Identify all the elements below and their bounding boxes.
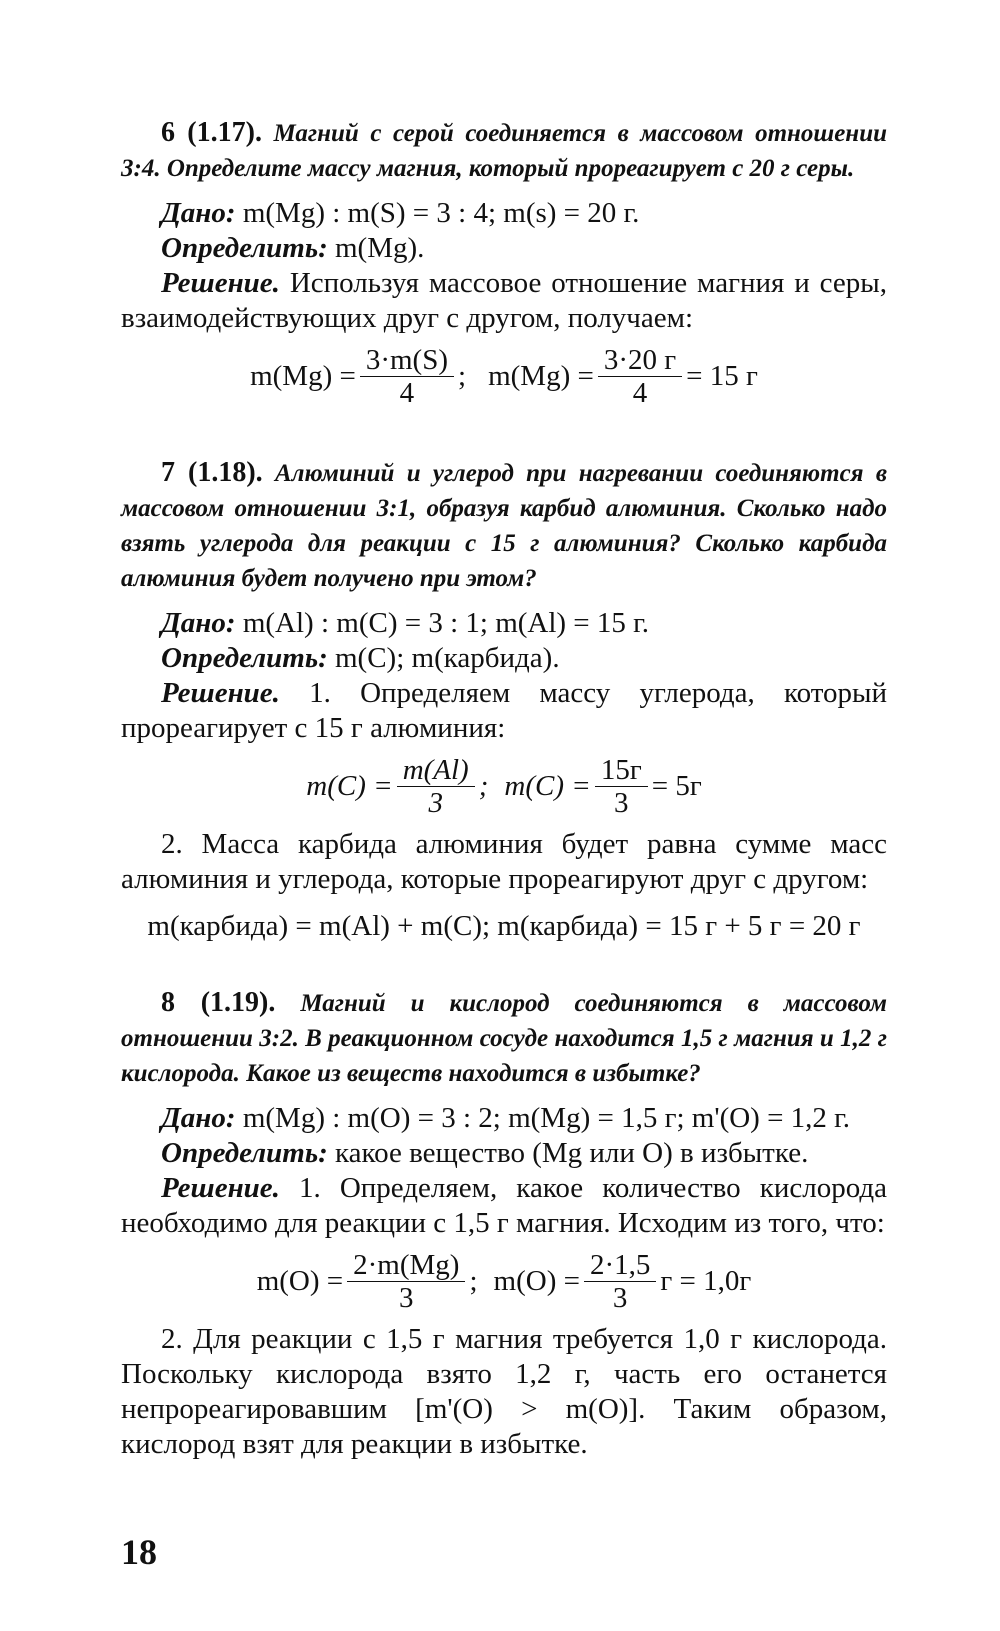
fraction-denominator: 3 [612,1282,628,1314]
fraction-denominator: 3 [614,787,629,819]
find-label: Определить: [161,1137,328,1169]
solution-paragraph [121,1171,887,1241]
problem-8 [121,985,887,1462]
formula [121,344,887,409]
formula-lhs: m(C) = [306,770,393,802]
fraction [595,754,648,819]
given-text: m(Mg) : m(S) = 3 : 4; m(s) = 20 г. [242,197,640,229]
fraction-numerator: m(Al) [397,754,475,787]
problem-number: 6 (1.17). [161,117,262,148]
solution-label: Решение. [161,267,280,299]
find-label: Определить: [161,642,328,674]
formula-result: г = 1,0г [660,1265,752,1297]
problem-7 [121,455,887,956]
problem-statement [121,115,887,186]
given-text: m(Al) : m(C) = 3 : 1; m(Al) = 15 г. [242,607,650,639]
find-label: Определить: [161,232,328,264]
formula-separator: ; [458,360,467,392]
fraction [360,344,454,409]
formula-result: = 15 г [686,360,758,392]
solution-label: Решение. [161,677,280,709]
given-line [121,196,887,231]
given-label: Дано: [161,197,236,229]
find-text: m(Mg). [335,232,425,264]
find-text: какое вещество (Mg или O) в избытке. [335,1137,809,1169]
page-number: 18 [121,1532,157,1572]
formula-lhs: m(O) = [256,1265,344,1297]
solution-paragraph [121,676,887,746]
fraction-denominator: 4 [399,377,415,409]
solution-text: Используя массовое отношение магния и серы, взаимодействующих друг с другом, получаем: [121,267,887,334]
problem-text: Магний и кислород соединяются в массовом отношении 3:2. В реакционном сосуде находится 1,5 г магния и 1,2 г кислорода. Какое из веществ находится в избытке? [121,990,887,1087]
fraction-numerator: 15г [595,754,648,787]
find-line [121,641,887,676]
given-line [121,606,887,641]
given-line [121,1101,887,1136]
solution-step-2: 2. Масса карбида алюминия будет равна сумме масс алюминия и углерода, которые прореагируют друг с другом: [121,828,887,895]
find-line [121,1136,887,1171]
formula-separator: ; [469,1265,478,1297]
fraction [584,1249,656,1314]
fraction [598,344,682,409]
problem-text: Алюминий и углерод при нагревании соединяются в массовом отношении 3:1, образуя карбид алюминия. Сколько надо взять углерода для реакции с 15 г алюминия? Сколько карбида алюминия будет получено при этом? [121,460,887,592]
formula [121,754,887,819]
solution-text: 1. Определяем, какое количество кислорода необходимо для реакции с 1,5 г магния. Исходим из того, что: [121,1172,888,1239]
carbide-formula: m(карбида) = m(Al) + m(C); m(карбида) = 15 г + 5 г = 20 г [147,910,861,942]
fraction-denominator: 3 [399,1282,414,1314]
solution-step-2: 2. Для реакции с 1,5 г магния требуется 1,0 г кислорода. Поскольку кислорода взято 1,2 г, часть его останется непрореагировавшим [m'(O) > m(O)]. Таким образом, кислород взят для реакции в избытке. [121,1323,887,1460]
solution-text: 1. Определяем массу углерода, который прореагирует с 15 г алюминия: [121,677,887,744]
solution-paragraph [121,266,887,336]
formula-lhs: m(C) = [504,770,591,802]
formula-lhs: m(Mg) = [250,360,356,392]
problem-6 [121,115,887,417]
fraction-denominator: 4 [632,377,648,409]
formula-lhs: m(Mg) = [488,360,594,392]
find-text: m(C); m(карбида). [335,642,560,674]
problem-statement [121,455,887,596]
fraction [347,1249,465,1314]
problem-statement [121,985,887,1091]
fraction-numerator: 3·20 г [598,344,682,377]
fraction-numerator: 2·m(Mg) [347,1249,465,1282]
formula-result: = 5г [651,770,702,802]
fraction-numerator: 2·1,5 [584,1249,656,1282]
fraction-denominator: 3 [428,787,443,819]
fraction [397,754,475,819]
problem-number: 7 (1.18). [161,457,263,488]
formula-separator: ; [478,770,489,802]
find-line [121,231,887,266]
fraction-numerator: 3·m(S) [360,344,454,377]
formula-lhs: m(O) = [493,1265,580,1297]
problem-number: 8 (1.19). [161,987,276,1018]
given-label: Дано: [161,1102,236,1134]
given-label: Дано: [161,607,236,639]
problem-text: Магний с серой соединяется в массовом отношении 3:4. Определите массу магния, который прореагирует с 20 г серы. [121,120,887,182]
formula [121,1249,887,1314]
solution-label: Решение. [161,1172,280,1204]
given-text: m(Mg) : m(O) = 3 : 2; m(Mg) = 1,5 г; m'(O) = 1,2 г. [242,1102,851,1134]
